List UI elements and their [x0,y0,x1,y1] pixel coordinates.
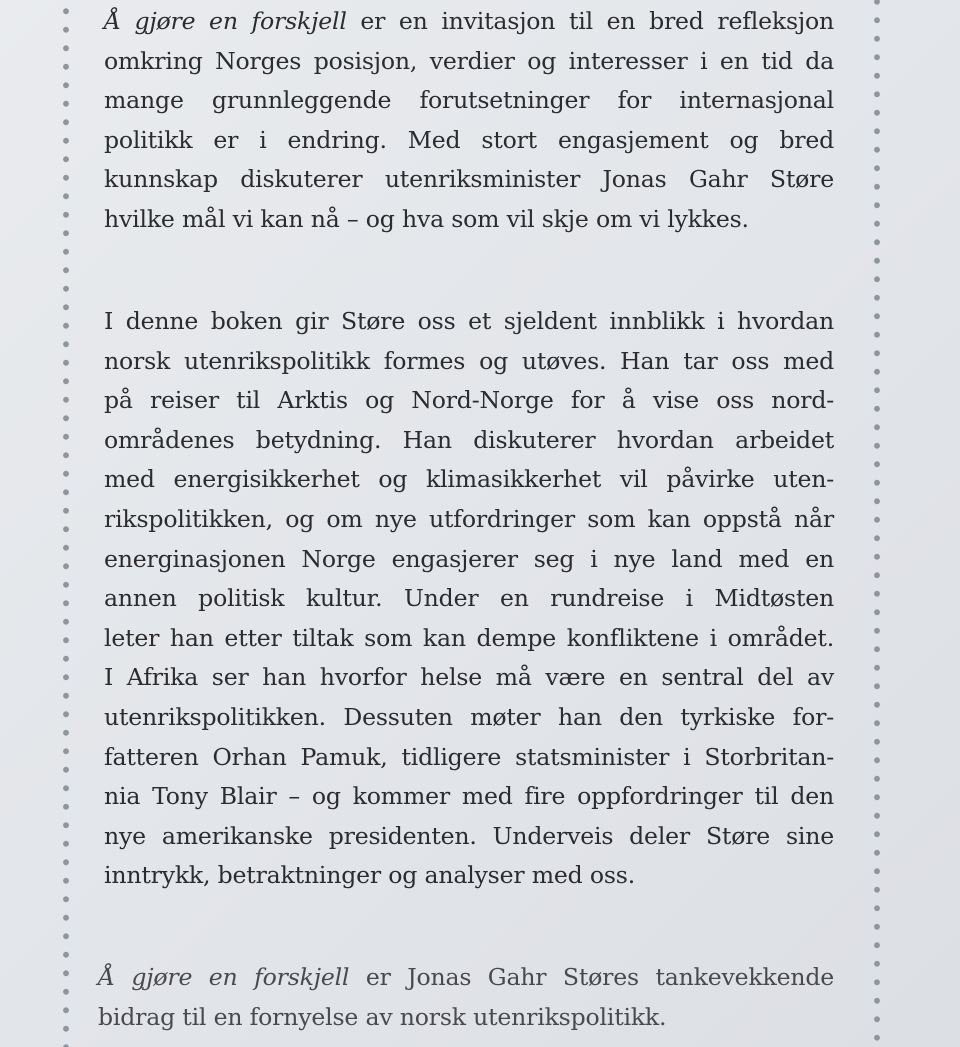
text-line: bidrag til en fornyelse av norsk utenrikspolitikk. [98,1002,667,1031]
text-line: utenrikspolitikken. Dessuten møter han den tyrkiske for- [104,702,834,731]
text-line: inntrykk, betraktninger og analyser med oss. [104,861,635,890]
text-line: fatteren Orhan Pamuk, tidligere statsminister i Storbritan- [104,742,834,771]
dotted-border-left [61,0,71,1047]
text-line [98,958,834,998]
text-line: hvilke mål vi kan nå – og hva som vil skje om vi lykkes. [104,204,749,233]
text-line: på reiser til Arktis og Nord-Norge for å vise oss nord- [104,386,834,415]
line-text: er Jonas Gahr Støres tankevekkende [349,963,834,991]
text-line: I Afrika ser han hvorfor helse må være en sentral del av [104,663,834,692]
text-line: nye amerikanske presidenten. Underveis deler Støre sine [104,821,834,850]
book-title-italic: Å gjøre en forskjell [98,963,350,991]
text-line: I denne boken gir Støre oss et sjeldent innblikk i hvordan [104,307,834,335]
text-line [104,2,834,42]
body-paragraph [104,302,834,896]
text-line: kunnskap diskuterer utenriksminister Jonas Gahr Støre [104,165,834,194]
line-text: er en invitasjon til en bred refleksjon [346,7,834,35]
text-line: områdenes betydning. Han diskuterer hvordan arbeidet [104,425,834,454]
text-line: nia Tony Blair – og kommer med fire oppfordringer til den [104,782,834,811]
text-line: med energisikkerhet og klimasikkerhet vil påvirke uten- [104,465,834,494]
text-line: leter han etter tiltak som kan dempe konfliktene i området. [104,623,834,652]
text-line: rikspolitikken, og om nye utfordringer som kan oppstå når [104,504,834,533]
text-line: energinasjonen Norge engasjerer seg i nye land med en [104,544,834,573]
book-title-italic: Å gjøre en forskjell [104,7,347,35]
text-line: politikk er i endring. Med stort engasjement og bred [104,125,834,154]
text-line: omkring Norges posisjon, verdier og interesser i en tid da [104,46,834,75]
intro-paragraph [104,2,834,240]
closing-paragraph [98,958,834,1037]
text-line: mange grunnleggende forutsetninger for internasjonal [104,86,834,115]
text-line: norsk utenrikspolitikk formes og utøves. Han tar oss med [104,346,834,375]
text-line: annen politisk kultur. Under en rundreise i Midtøsten [104,584,834,613]
dotted-border-right [872,0,882,1047]
